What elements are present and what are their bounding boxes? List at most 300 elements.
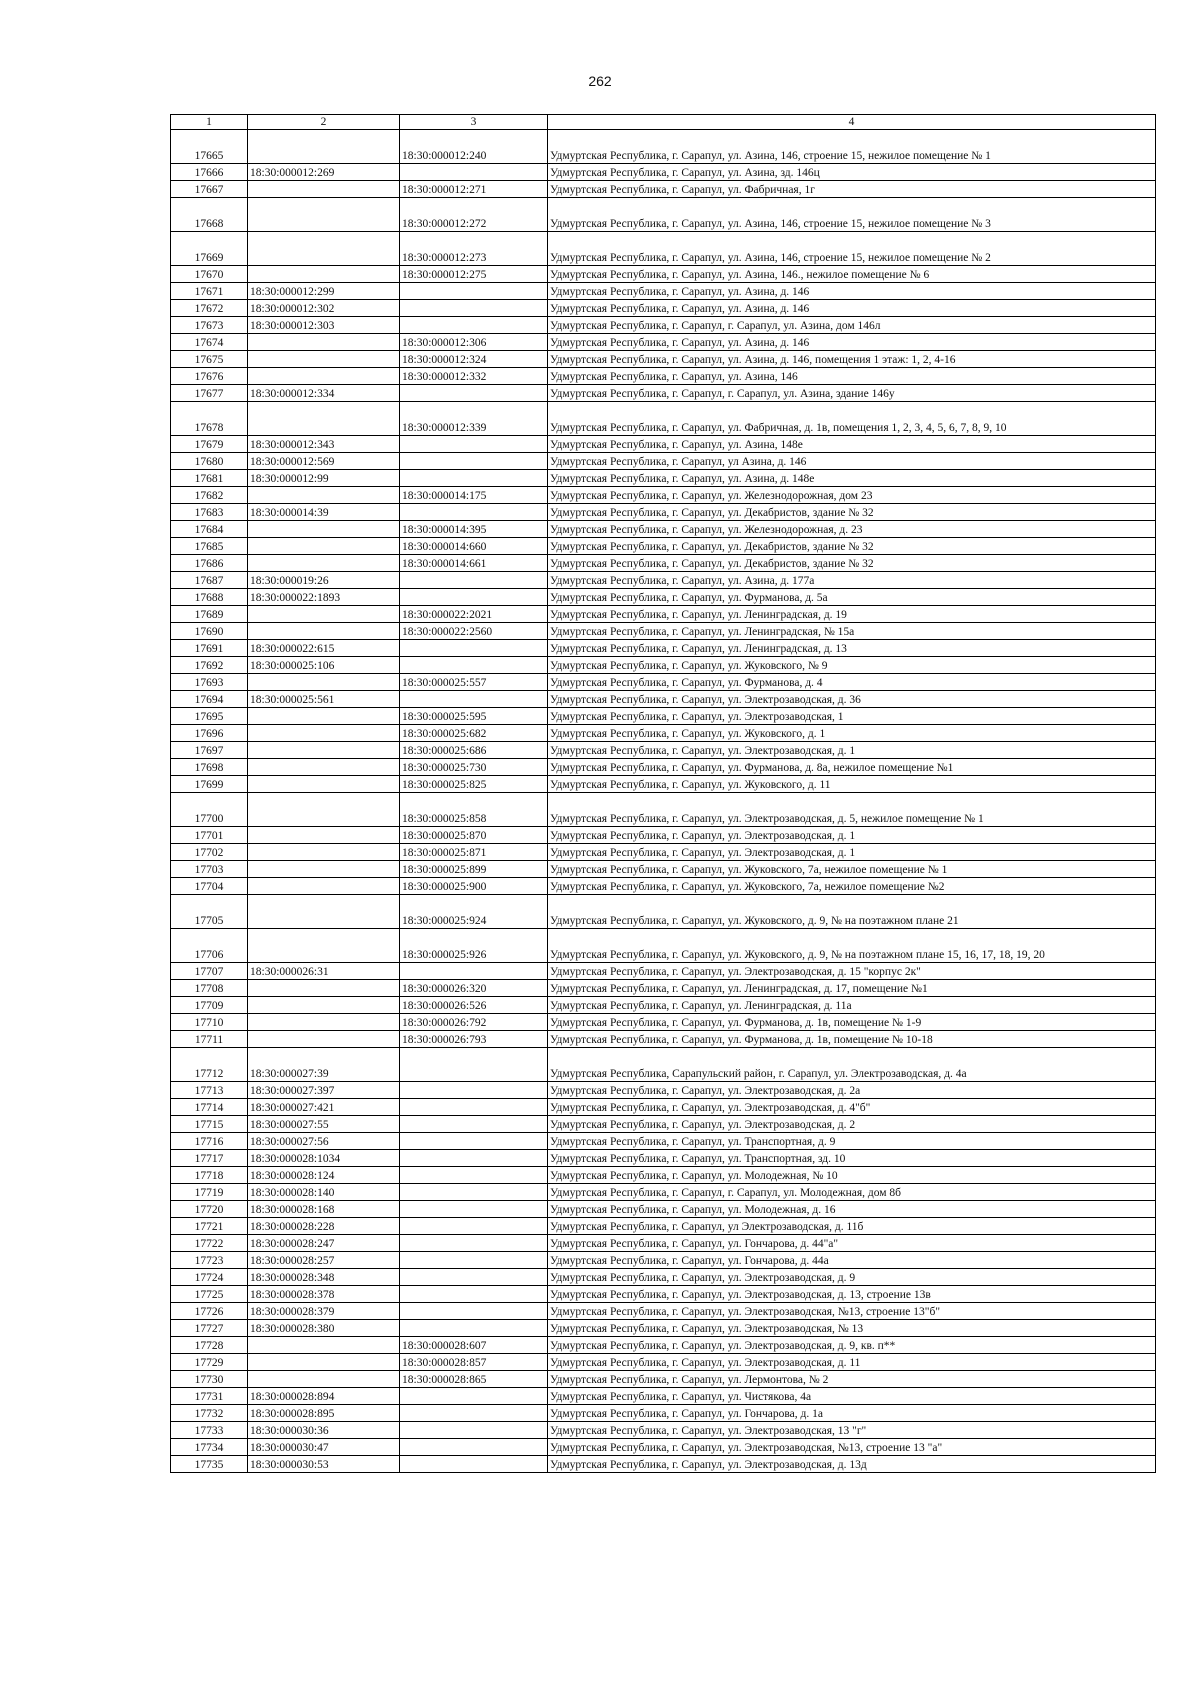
table-row bbox=[171, 555, 1156, 572]
cadastral-number-building: 18:30:000028:607 bbox=[400, 1337, 548, 1354]
row-number: 17720 bbox=[171, 1201, 248, 1218]
table-body bbox=[171, 130, 1156, 1473]
row-number: 17727 bbox=[171, 1320, 248, 1337]
cadastral-number-building bbox=[400, 572, 548, 589]
row-number: 17678 bbox=[171, 402, 248, 436]
cadastral-number-building: 18:30:000012:272 bbox=[400, 198, 548, 232]
cadastral-number-land: 18:30:000027:56 bbox=[248, 1133, 400, 1150]
table-row bbox=[171, 368, 1156, 385]
address: Удмуртская Республика, г. Сарапул, ул. Жуковского, д. 11 bbox=[548, 776, 1156, 793]
cadastral-number-building bbox=[400, 1048, 548, 1082]
table-row bbox=[171, 1218, 1156, 1235]
cadastral-number-land bbox=[248, 1014, 400, 1031]
table-row bbox=[171, 997, 1156, 1014]
cadastral-number-building bbox=[400, 470, 548, 487]
cadastral-number-building bbox=[400, 657, 548, 674]
table-row bbox=[171, 1303, 1156, 1320]
cadastral-number-building bbox=[400, 504, 548, 521]
cadastral-number-land: 18:30:000022:615 bbox=[248, 640, 400, 657]
address: Удмуртская Республика, г. Сарапул, ул. Азина, 146 bbox=[548, 368, 1156, 385]
cadastral-number-land: 18:30:000028:124 bbox=[248, 1167, 400, 1184]
row-number: 17682 bbox=[171, 487, 248, 504]
row-number: 17710 bbox=[171, 1014, 248, 1031]
row-number: 17694 bbox=[171, 691, 248, 708]
cadastral-number-land: 18:30:000012:334 bbox=[248, 385, 400, 402]
address: Удмуртская Республика, г. Сарапул, ул. Электрозаводская, д. 1 bbox=[548, 827, 1156, 844]
cadastral-number-land: 18:30:000014:39 bbox=[248, 504, 400, 521]
cadastral-number-building: 18:30:000012:273 bbox=[400, 232, 548, 266]
cadastral-number-land bbox=[248, 521, 400, 538]
cadastral-number-land: 18:30:000027:55 bbox=[248, 1116, 400, 1133]
address: Удмуртская Республика, г. Сарапул, ул. Электрозаводская, д. 36 bbox=[548, 691, 1156, 708]
cadastral-number-building: 18:30:000014:661 bbox=[400, 555, 548, 572]
cadastral-number-building: 18:30:000012:339 bbox=[400, 402, 548, 436]
column-header-3: 3 bbox=[400, 115, 548, 130]
cadastral-number-land: 18:30:000030:47 bbox=[248, 1439, 400, 1456]
table-row bbox=[171, 776, 1156, 793]
cadastral-number-building: 18:30:000028:857 bbox=[400, 1354, 548, 1371]
cadastral-number-building: 18:30:000025:924 bbox=[400, 895, 548, 929]
address: Удмуртская Республика, г. Сарапул, г. Сарапул, ул. Азина, здание 146у bbox=[548, 385, 1156, 402]
row-number: 17672 bbox=[171, 300, 248, 317]
row-number: 17704 bbox=[171, 878, 248, 895]
table-row bbox=[171, 572, 1156, 589]
cadastral-number-land bbox=[248, 266, 400, 283]
row-number: 17684 bbox=[171, 521, 248, 538]
cadastral-number-land: 18:30:000028:257 bbox=[248, 1252, 400, 1269]
row-number: 17671 bbox=[171, 283, 248, 300]
cadastral-number-land bbox=[248, 130, 400, 164]
row-number: 17728 bbox=[171, 1337, 248, 1354]
address: Удмуртская Республика, г. Сарапул, ул. Железнодорожная, д. 23 bbox=[548, 521, 1156, 538]
cadastral-number-land bbox=[248, 232, 400, 266]
address: Удмуртская Республика, г. Сарапул, ул. Декабристов, здание № 32 bbox=[548, 538, 1156, 555]
cadastral-number-land bbox=[248, 895, 400, 929]
row-number: 17677 bbox=[171, 385, 248, 402]
cadastral-number-building: 18:30:000026:526 bbox=[400, 997, 548, 1014]
row-number: 17730 bbox=[171, 1371, 248, 1388]
table-row bbox=[171, 1371, 1156, 1388]
cadastral-number-building: 18:30:000026:793 bbox=[400, 1031, 548, 1048]
table-row bbox=[171, 742, 1156, 759]
cadastral-number-land: 18:30:000028:895 bbox=[248, 1405, 400, 1422]
cadastral-number-building: 18:30:000025:871 bbox=[400, 844, 548, 861]
address: Удмуртская Республика, г. Сарапул, ул. Азина, д. 177а bbox=[548, 572, 1156, 589]
address: Удмуртская Республика, г. Сарапул, ул. Транспортная, зд. 10 bbox=[548, 1150, 1156, 1167]
table-row bbox=[171, 1201, 1156, 1218]
cadastral-number-land bbox=[248, 487, 400, 504]
row-number: 17731 bbox=[171, 1388, 248, 1405]
row-number: 17709 bbox=[171, 997, 248, 1014]
address: Удмуртская Республика, г. Сарапул, ул. Жуковского, д. 1 bbox=[548, 725, 1156, 742]
address: Удмуртская Республика, г. Сарапул, ул. Электрозаводская, д. 4"б" bbox=[548, 1099, 1156, 1116]
registry-table bbox=[170, 114, 1156, 1473]
row-number: 17686 bbox=[171, 555, 248, 572]
column-header-1: 1 bbox=[171, 115, 248, 130]
cadastral-number-building bbox=[400, 1167, 548, 1184]
cadastral-number-land bbox=[248, 181, 400, 198]
cadastral-number-building bbox=[400, 1218, 548, 1235]
cadastral-number-building: 18:30:000014:175 bbox=[400, 487, 548, 504]
table-row bbox=[171, 1337, 1156, 1354]
cadastral-number-land bbox=[248, 606, 400, 623]
table-row bbox=[171, 895, 1156, 929]
cadastral-number-building bbox=[400, 963, 548, 980]
cadastral-number-land: 18:30:000012:269 bbox=[248, 164, 400, 181]
cadastral-number-land: 18:30:000028:348 bbox=[248, 1269, 400, 1286]
address: Удмуртская Республика, г. Сарапул, ул. Электрозаводская, 13 "г" bbox=[548, 1422, 1156, 1439]
table-row bbox=[171, 504, 1156, 521]
cadastral-number-land: 18:30:000012:99 bbox=[248, 470, 400, 487]
table-row bbox=[171, 300, 1156, 317]
row-number: 17721 bbox=[171, 1218, 248, 1235]
table-row bbox=[171, 436, 1156, 453]
table-row bbox=[171, 759, 1156, 776]
address: Удмуртская Республика, г. Сарапул, ул. Электрозаводская, д. 2 bbox=[548, 1116, 1156, 1133]
table-row bbox=[171, 351, 1156, 368]
address: Удмуртская Республика, г. Сарапул, ул Электрозаводская, д. 11б bbox=[548, 1218, 1156, 1235]
address: Удмуртская Республика, г. Сарапул, ул. Электрозаводская, №13, строение 13"б" bbox=[548, 1303, 1156, 1320]
address: Удмуртская Республика, г. Сарапул, ул. Ленинградская, д. 13 bbox=[548, 640, 1156, 657]
table-row bbox=[171, 640, 1156, 657]
row-number: 17725 bbox=[171, 1286, 248, 1303]
cadastral-number-building: 18:30:000022:2560 bbox=[400, 623, 548, 640]
cadastral-number-land: 18:30:000027:39 bbox=[248, 1048, 400, 1082]
cadastral-number-land: 18:30:000030:36 bbox=[248, 1422, 400, 1439]
address: Удмуртская Республика, г. Сарапул, ул. Электрозаводская, д. 1 bbox=[548, 742, 1156, 759]
cadastral-number-building bbox=[400, 385, 548, 402]
table-row bbox=[171, 1269, 1156, 1286]
row-number: 17674 bbox=[171, 334, 248, 351]
cadastral-number-land: 18:30:000028:894 bbox=[248, 1388, 400, 1405]
table-row bbox=[171, 1354, 1156, 1371]
cadastral-number-building: 18:30:000012:324 bbox=[400, 351, 548, 368]
row-number: 17723 bbox=[171, 1252, 248, 1269]
table-row bbox=[171, 1167, 1156, 1184]
row-number: 17692 bbox=[171, 657, 248, 674]
address: Удмуртская Республика, г. Сарапул, ул. Железнодорожная, дом 23 bbox=[548, 487, 1156, 504]
table-row bbox=[171, 1252, 1156, 1269]
table-row bbox=[171, 691, 1156, 708]
cadastral-number-building bbox=[400, 1422, 548, 1439]
table-header bbox=[171, 115, 1156, 130]
row-number: 17681 bbox=[171, 470, 248, 487]
cadastral-number-building bbox=[400, 691, 548, 708]
cadastral-number-land: 18:30:000028:168 bbox=[248, 1201, 400, 1218]
address: Удмуртская Республика, г. Сарапул, ул. Электрозаводская, д. 2а bbox=[548, 1082, 1156, 1099]
cadastral-number-building bbox=[400, 1252, 548, 1269]
cadastral-number-land bbox=[248, 368, 400, 385]
address: Удмуртская Республика, г. Сарапул, ул. Фурманова, д. 4 bbox=[548, 674, 1156, 691]
cadastral-number-building: 18:30:000025:870 bbox=[400, 827, 548, 844]
address: Удмуртская Республика, г. Сарапул, ул. Фурманова, д. 5а bbox=[548, 589, 1156, 606]
table-row bbox=[171, 487, 1156, 504]
address: Удмуртская Республика, г. Сарапул, ул. Электрозаводская, д. 9 bbox=[548, 1269, 1156, 1286]
table-row bbox=[171, 1439, 1156, 1456]
row-number: 17706 bbox=[171, 929, 248, 963]
table-row bbox=[171, 1031, 1156, 1048]
cadastral-number-building: 18:30:000012:240 bbox=[400, 130, 548, 164]
address: Удмуртская Республика, г. Сарапул, ул. Ленинградская, № 15а bbox=[548, 623, 1156, 640]
table-row bbox=[171, 334, 1156, 351]
cadastral-number-building bbox=[400, 164, 548, 181]
cadastral-number-land: 18:30:000028:378 bbox=[248, 1286, 400, 1303]
cadastral-number-land bbox=[248, 623, 400, 640]
address: Удмуртская Республика, Сарапульский район, г. Сарапул, ул. Электрозаводская, д. 4а bbox=[548, 1048, 1156, 1082]
address: Удмуртская Республика, г. Сарапул, ул. Электрозаводская, д. 11 bbox=[548, 1354, 1156, 1371]
cadastral-number-building bbox=[400, 1184, 548, 1201]
cadastral-number-building: 18:30:000012:306 bbox=[400, 334, 548, 351]
address: Удмуртская Республика, г. Сарапул, ул. Жуковского, 7а, нежилое помещение №2 bbox=[548, 878, 1156, 895]
cadastral-number-land bbox=[248, 929, 400, 963]
address: Удмуртская Республика, г. Сарапул, ул. Азина, 146, строение 15, нежилое помещение № 1 bbox=[548, 130, 1156, 164]
table-row bbox=[171, 198, 1156, 232]
table-row bbox=[171, 453, 1156, 470]
cadastral-number-land bbox=[248, 198, 400, 232]
cadastral-number-building: 18:30:000014:395 bbox=[400, 521, 548, 538]
address: Удмуртская Республика, г. Сарапул, ул. Электрозаводская, д. 13, строение 13в bbox=[548, 1286, 1156, 1303]
cadastral-number-land: 18:30:000028:247 bbox=[248, 1235, 400, 1252]
address: Удмуртская Республика, г. Сарапул, ул. Ленинградская, д. 19 bbox=[548, 606, 1156, 623]
address: Удмуртская Республика, г. Сарапул, ул. Электрозаводская, д. 1 bbox=[548, 844, 1156, 861]
row-number: 17713 bbox=[171, 1082, 248, 1099]
cadastral-number-land bbox=[248, 997, 400, 1014]
cadastral-number-land: 18:30:000028:1034 bbox=[248, 1150, 400, 1167]
table-row bbox=[171, 232, 1156, 266]
cadastral-number-land: 18:30:000028:379 bbox=[248, 1303, 400, 1320]
table-row bbox=[171, 725, 1156, 742]
cadastral-number-building: 18:30:000025:900 bbox=[400, 878, 548, 895]
table-row bbox=[171, 1422, 1156, 1439]
table-row bbox=[171, 929, 1156, 963]
header-row bbox=[171, 115, 1156, 130]
cadastral-number-land: 18:30:000028:228 bbox=[248, 1218, 400, 1235]
cadastral-number-land bbox=[248, 759, 400, 776]
row-number: 17690 bbox=[171, 623, 248, 640]
cadastral-number-building: 18:30:000012:275 bbox=[400, 266, 548, 283]
cadastral-number-building: 18:30:000025:899 bbox=[400, 861, 548, 878]
cadastral-number-building: 18:30:000025:858 bbox=[400, 793, 548, 827]
cadastral-number-land bbox=[248, 844, 400, 861]
cadastral-number-land bbox=[248, 1337, 400, 1354]
address: Удмуртская Республика, г. Сарапул, г. Сарапул, ул. Азина, дом 146л bbox=[548, 317, 1156, 334]
cadastral-number-building: 18:30:000012:271 bbox=[400, 181, 548, 198]
row-number: 17716 bbox=[171, 1133, 248, 1150]
row-number: 17699 bbox=[171, 776, 248, 793]
table-row bbox=[171, 181, 1156, 198]
table-row bbox=[171, 1116, 1156, 1133]
row-number: 17715 bbox=[171, 1116, 248, 1133]
table-row bbox=[171, 521, 1156, 538]
cadastral-number-building bbox=[400, 1116, 548, 1133]
address: Удмуртская Республика, г. Сарапул, ул. Ленинградская, д. 17, помещение №1 bbox=[548, 980, 1156, 997]
cadastral-number-building bbox=[400, 1201, 548, 1218]
table-row bbox=[171, 470, 1156, 487]
address: Удмуртская Республика, г. Сарапул, ул. Азина, д. 148е bbox=[548, 470, 1156, 487]
address: Удмуртская Республика, г. Сарапул, ул. Электрозаводская, д. 13д bbox=[548, 1456, 1156, 1473]
row-number: 17698 bbox=[171, 759, 248, 776]
table-row bbox=[171, 1133, 1156, 1150]
cadastral-number-building: 18:30:000025:926 bbox=[400, 929, 548, 963]
address: Удмуртская Республика, г. Сарапул, ул. Азина, д. 146 bbox=[548, 334, 1156, 351]
table-row bbox=[171, 538, 1156, 555]
row-number: 17668 bbox=[171, 198, 248, 232]
cadastral-number-building: 18:30:000028:865 bbox=[400, 1371, 548, 1388]
cadastral-number-building bbox=[400, 317, 548, 334]
cadastral-number-building: 18:30:000012:332 bbox=[400, 368, 548, 385]
address: Удмуртская Республика, г. Сарапул, ул. Гончарова, д. 44а bbox=[548, 1252, 1156, 1269]
cadastral-number-building bbox=[400, 1303, 548, 1320]
address: Удмуртская Республика, г. Сарапул, ул. Ленинградская, д. 11а bbox=[548, 997, 1156, 1014]
table-row bbox=[171, 606, 1156, 623]
address: Удмуртская Республика, г. Сарапул, ул. Азина, д. 146, помещения 1 этаж: 1, 2, 4-16 bbox=[548, 351, 1156, 368]
cadastral-number-land bbox=[248, 861, 400, 878]
address: Удмуртская Республика, г. Сарапул, ул. Электрозаводская, №13, строение 13 "а" bbox=[548, 1439, 1156, 1456]
address: Удмуртская Республика, г. Сарапул, ул. Жуковского, д. 9, № на поэтажном плане 21 bbox=[548, 895, 1156, 929]
cadastral-number-land: 18:30:000026:31 bbox=[248, 963, 400, 980]
cadastral-number-land bbox=[248, 351, 400, 368]
column-header-4: 4 bbox=[548, 115, 1156, 130]
address: Удмуртская Республика, г. Сарапул, ул. Фурманова, д. 1в, помещение № 1-9 bbox=[548, 1014, 1156, 1031]
table-row bbox=[171, 317, 1156, 334]
row-number: 17697 bbox=[171, 742, 248, 759]
row-number: 17711 bbox=[171, 1031, 248, 1048]
table-row bbox=[171, 827, 1156, 844]
cadastral-number-building: 18:30:000025:557 bbox=[400, 674, 548, 691]
table-row bbox=[171, 963, 1156, 980]
address: Удмуртская Республика, г. Сарапул, ул. Азина, 146., нежилое помещение № 6 bbox=[548, 266, 1156, 283]
table-row bbox=[171, 1320, 1156, 1337]
row-number: 17695 bbox=[171, 708, 248, 725]
row-number: 17726 bbox=[171, 1303, 248, 1320]
table-row bbox=[171, 589, 1156, 606]
row-number: 17667 bbox=[171, 181, 248, 198]
row-number: 17676 bbox=[171, 368, 248, 385]
address: Удмуртская Республика, г. Сарапул, ул. Азина, 148е bbox=[548, 436, 1156, 453]
row-number: 17718 bbox=[171, 1167, 248, 1184]
cadastral-number-building: 18:30:000025:595 bbox=[400, 708, 548, 725]
address: Удмуртская Республика, г. Сарапул, ул. Азина, д. 146 bbox=[548, 283, 1156, 300]
cadastral-number-land: 18:30:000030:53 bbox=[248, 1456, 400, 1473]
table-row bbox=[171, 1235, 1156, 1252]
cadastral-number-building bbox=[400, 453, 548, 470]
table-row bbox=[171, 657, 1156, 674]
row-number: 17734 bbox=[171, 1439, 248, 1456]
row-number: 17732 bbox=[171, 1405, 248, 1422]
address: Удмуртская Республика, г. Сарапул, ул. Жуковского, д. 9, № на поэтажном плане 15, 16, 17, 18, 19, 20 bbox=[548, 929, 1156, 963]
table-row bbox=[171, 266, 1156, 283]
row-number: 17733 bbox=[171, 1422, 248, 1439]
address: Удмуртская Республика, г. Сарапул, ул. Электрозаводская, № 13 bbox=[548, 1320, 1156, 1337]
address: Удмуртская Республика, г. Сарапул, ул. Лермонтова, № 2 bbox=[548, 1371, 1156, 1388]
cadastral-number-land bbox=[248, 1371, 400, 1388]
row-number: 17729 bbox=[171, 1354, 248, 1371]
table-row bbox=[171, 1184, 1156, 1201]
cadastral-number-land: 18:30:000012:302 bbox=[248, 300, 400, 317]
cadastral-number-building bbox=[400, 436, 548, 453]
cadastral-number-land bbox=[248, 334, 400, 351]
row-number: 17669 bbox=[171, 232, 248, 266]
page-number: 262 bbox=[588, 73, 612, 89]
table-row bbox=[171, 708, 1156, 725]
table-row bbox=[171, 861, 1156, 878]
cadastral-number-building: 18:30:000022:2021 bbox=[400, 606, 548, 623]
address: Удмуртская Республика, г. Сарапул, ул. Электрозаводская, 1 bbox=[548, 708, 1156, 725]
row-number: 17693 bbox=[171, 674, 248, 691]
cadastral-number-land: 18:30:000012:343 bbox=[248, 436, 400, 453]
cadastral-number-building bbox=[400, 1099, 548, 1116]
table-row bbox=[171, 878, 1156, 895]
column-header-2: 2 bbox=[248, 115, 400, 130]
cadastral-number-land bbox=[248, 776, 400, 793]
table-row bbox=[171, 1286, 1156, 1303]
cadastral-number-land bbox=[248, 878, 400, 895]
cadastral-number-land: 18:30:000012:303 bbox=[248, 317, 400, 334]
address: Удмуртская Республика, г. Сарапул, ул. Электрозаводская, д. 15 "корпус 2к" bbox=[548, 963, 1156, 980]
cadastral-number-land bbox=[248, 538, 400, 555]
address: Удмуртская Республика, г. Сарапул, ул. Жуковского, 7а, нежилое помещение № 1 bbox=[548, 861, 1156, 878]
row-number: 17707 bbox=[171, 963, 248, 980]
table-row bbox=[171, 1456, 1156, 1473]
address: Удмуртская Республика, г. Сарапул, ул. Электрозаводская, д. 5, нежилое помещение № 1 bbox=[548, 793, 1156, 827]
row-number: 17712 bbox=[171, 1048, 248, 1082]
row-number: 17714 bbox=[171, 1099, 248, 1116]
cadastral-number-land bbox=[248, 402, 400, 436]
cadastral-number-building: 18:30:000026:320 bbox=[400, 980, 548, 997]
cadastral-number-land: 18:30:000027:421 bbox=[248, 1099, 400, 1116]
row-number: 17675 bbox=[171, 351, 248, 368]
address: Удмуртская Республика, г. Сарапул, ул. Гончарова, д. 44"а" bbox=[548, 1235, 1156, 1252]
cadastral-number-building bbox=[400, 1235, 548, 1252]
row-number: 17680 bbox=[171, 453, 248, 470]
cadastral-number-land: 18:30:000025:106 bbox=[248, 657, 400, 674]
cadastral-number-building bbox=[400, 1133, 548, 1150]
address: Удмуртская Республика, г. Сарапул, ул. Молодежная, д. 16 bbox=[548, 1201, 1156, 1218]
table-row bbox=[171, 1048, 1156, 1082]
table-row bbox=[171, 283, 1156, 300]
row-number: 17705 bbox=[171, 895, 248, 929]
cadastral-number-building bbox=[400, 1269, 548, 1286]
row-number: 17691 bbox=[171, 640, 248, 657]
row-number: 17696 bbox=[171, 725, 248, 742]
row-number: 17719 bbox=[171, 1184, 248, 1201]
address: Удмуртская Республика, г. Сарапул, ул. Фурманова, д. 1в, помещение № 10-18 bbox=[548, 1031, 1156, 1048]
cadastral-number-building: 18:30:000025:825 bbox=[400, 776, 548, 793]
row-number: 17702 bbox=[171, 844, 248, 861]
cadastral-number-land: 18:30:000012:299 bbox=[248, 283, 400, 300]
address: Удмуртская Республика, г. Сарапул, ул. Электрозаводская, д. 9, кв. п** bbox=[548, 1337, 1156, 1354]
address: Удмуртская Республика, г. Сарапул, ул. Декабристов, здание № 32 bbox=[548, 504, 1156, 521]
cadastral-number-land bbox=[248, 1031, 400, 1048]
row-number: 17679 bbox=[171, 436, 248, 453]
cadastral-number-building bbox=[400, 589, 548, 606]
table-row bbox=[171, 1099, 1156, 1116]
cadastral-number-building: 18:30:000026:792 bbox=[400, 1014, 548, 1031]
cadastral-number-building: 18:30:000025:730 bbox=[400, 759, 548, 776]
table-row bbox=[171, 402, 1156, 436]
cadastral-number-building bbox=[400, 283, 548, 300]
address: Удмуртская Республика, г. Сарапул, ул. Азина, 146, строение 15, нежилое помещение № 3 bbox=[548, 198, 1156, 232]
address: Удмуртская Республика, г. Сарапул, ул. Азина, 146, строение 15, нежилое помещение № 2 bbox=[548, 232, 1156, 266]
table-row bbox=[171, 1014, 1156, 1031]
row-number: 17703 bbox=[171, 861, 248, 878]
cadastral-number-building bbox=[400, 1456, 548, 1473]
cadastral-number-building bbox=[400, 1405, 548, 1422]
address: Удмуртская Республика, г. Сарапул, ул. Азина, д. 146 bbox=[548, 300, 1156, 317]
cadastral-number-building: 18:30:000025:686 bbox=[400, 742, 548, 759]
cadastral-number-land bbox=[248, 708, 400, 725]
cadastral-number-land bbox=[248, 827, 400, 844]
